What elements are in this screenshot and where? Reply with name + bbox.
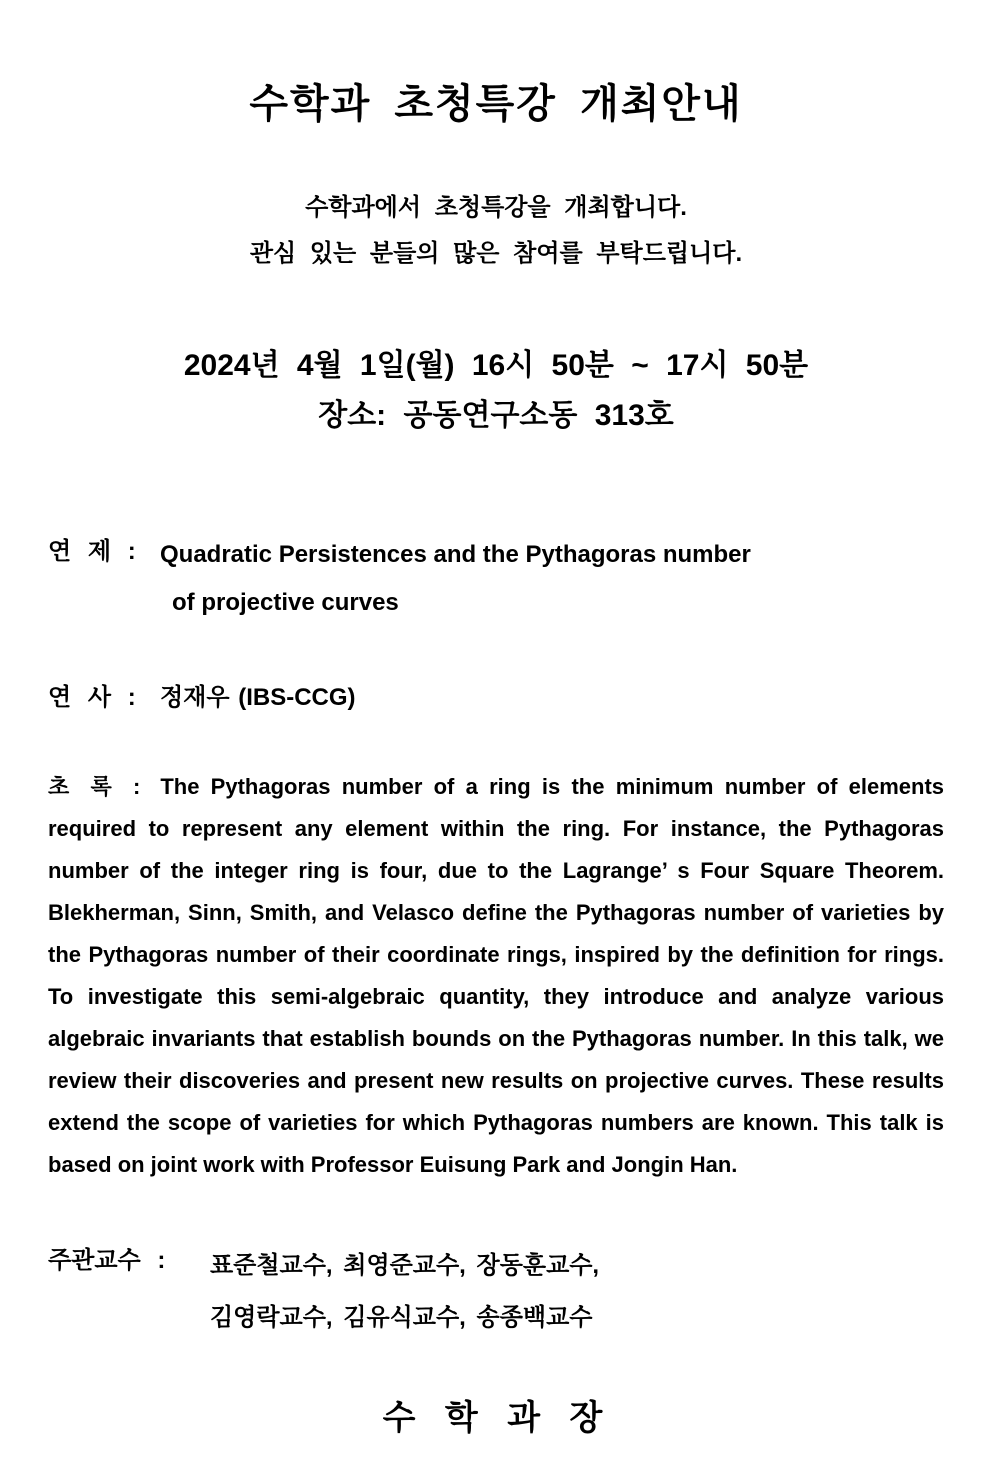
organizers-line-1: 표준철교수, 최영준교수, 장동훈교수, [210, 1252, 600, 1279]
topic-label: 연 제 : [48, 538, 136, 565]
intro-line-1: 수학과에서 초청특강을 개최합니다. [305, 194, 687, 221]
abstract-paragraph [48, 766, 944, 1186]
organizers-value [210, 1240, 599, 1344]
organizers-line-2: 김영락교수, 김유식교수, 송종백교수 [210, 1304, 593, 1331]
schedule-block [48, 341, 944, 441]
schedule-datetime: 2024년 4월 1일(월) 16시 50분 ~ 17시 50분 [183, 349, 809, 382]
topic-value [160, 531, 751, 627]
page-title: 수학과 초청특강 개최안내 [249, 82, 743, 126]
speaker-label: 연 사 : [48, 684, 136, 711]
abstract-text: The Pythagoras number of a ring is the minimum number of elements required to represent any element within the ring. For instance, the Pythagoras number of the integer ring is four, due to the Lagrange’ s Four Square Theorem. Blekherman, Sinn, Smith, and Velasco define the Pythagoras number of varieties by the Pythagoras number of their coordinate rings, inspired by the definition for rings. To investigate this semi-algebraic quantity, they introduce and analyze various algebraic invariants that establish bounds on the Pythagoras number. In this talk, we review their discoveries and present new results on projective curves. These results extend the scope of varieties for which Pythagoras numbers are known. This talk is based on joint work with Professor Euisung Park and Jongin Han. [48, 774, 945, 1177]
speaker-field [48, 677, 944, 712]
organizers-label: 주관교수 : [48, 1247, 166, 1274]
speaker-value: 정재우 (IBS-CCG) [160, 684, 356, 711]
intro-line-2: 관심 있는 분들의 많은 참여를 부탁드립니다. [249, 240, 743, 267]
topic-line-1: Quadratic Persistences and the Pythagoras number [160, 541, 751, 568]
topic-line-2: of projective curves [172, 589, 399, 616]
lecture-announcement-document [0, 72, 992, 1479]
department-head-signature: 수 학 과 장 [382, 1399, 610, 1437]
organizers-field [48, 1240, 944, 1344]
schedule-location: 장소: 공동연구소동 313호 [318, 399, 674, 432]
intro-paragraph [48, 185, 944, 277]
topic-field [48, 531, 944, 627]
abstract-label: 초 록 : [48, 774, 141, 799]
